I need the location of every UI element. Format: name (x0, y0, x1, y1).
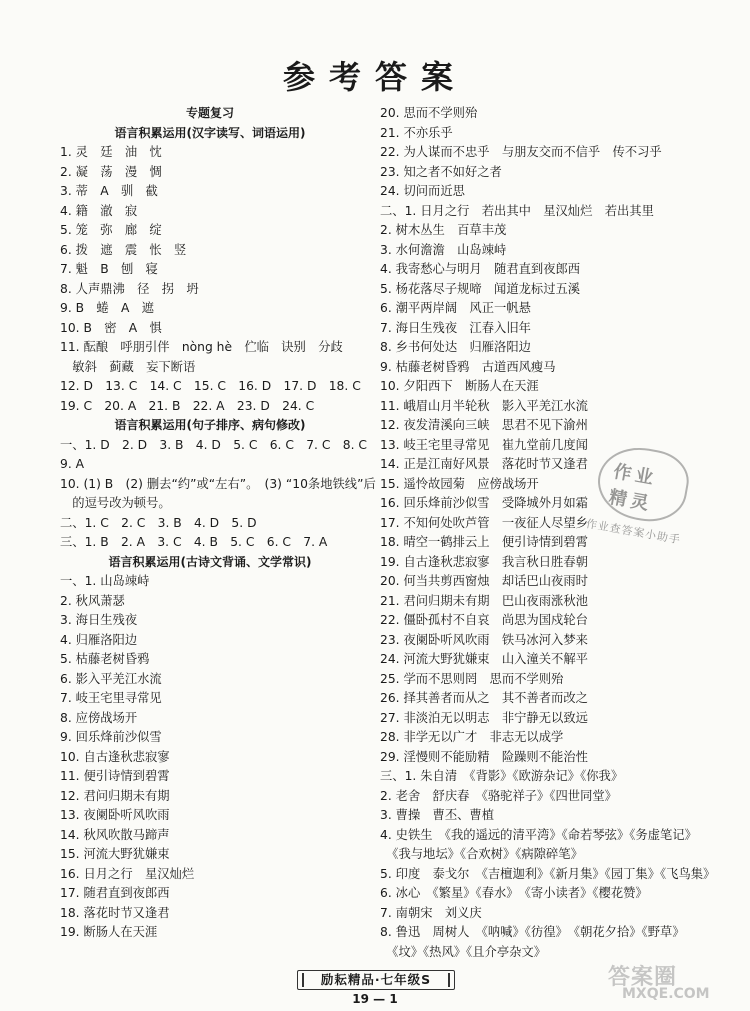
answer-line: 5. 笼 弥 廊 绽 (60, 223, 162, 237)
answer-line: 23. 夜阑卧听风吹雨 铁马冰河入梦来 (380, 632, 588, 647)
answer-line: 敏斜 蓟藏 妄下断语 (60, 359, 196, 374)
answer-line: 14. 秋风吹散马蹄声 (60, 827, 170, 842)
answer-line: 10. 夕阳西下 断肠人在天涯 (380, 379, 539, 393)
answer-line: 一、1. 山岛竦峙 (60, 574, 150, 588)
section-heading: 语言积累运用(汉字读写、词语运用) (114, 125, 306, 140)
answer-line: 27. 非淡泊无以明志 非宁静无以致远 (380, 710, 588, 725)
stamp-logo (575, 431, 704, 568)
answer-line: 5. 枯藤老树昏鸦 (60, 652, 150, 666)
series-badge: 励耘精品·七年级S (297, 970, 455, 990)
answer-line: 2. 凝 荡 漫 惆 (60, 164, 162, 179)
answer-line: 10. (1) B (2) 删去“约”或“左右”。 (3) “10条地铁线”后 (60, 476, 376, 491)
answer-line: 5. 杨花落尽子规啼 闻道龙标过五溪 (380, 281, 581, 296)
answer-line: 7. 海日生残夜 江春入旧年 (380, 320, 531, 335)
answer-line: 19. C 20. A 21. B 22. A 23. D 24. C (60, 398, 315, 413)
answer-line: 12. D 13. C 14. C 15. C 16. D 17. D 18. C (60, 379, 361, 393)
answer-line: 二、1. 日月之行 若出其中 星汉灿烂 若出其里 (380, 203, 654, 218)
answer-line: 2. 老舍 舒庆春 《骆驼祥子》《四世同堂》 (380, 788, 617, 803)
answer-line: 4. 史铁生 《我的遥远的清平湾》《命若琴弦》《务虚笔记》 (380, 827, 697, 842)
answer-line: 17. 不知何处吹芦管 一夜征人尽望乡 (380, 515, 588, 530)
answer-line: 13. 夜阑卧听风吹雨 (60, 808, 170, 822)
answer-line: 4. 籍 澈 寂 (60, 203, 138, 218)
answer-line: 2. 秋风萧瑟 (60, 593, 125, 608)
answer-line: 二、1. C 2. C 3. B 4. D 5. D (60, 515, 257, 530)
answer-line: 的逗号改为顿号。 (60, 496, 171, 510)
answer-line: 11. 便引诗情到碧霄 (60, 769, 170, 783)
answer-line: 三、1. 朱自清 《背影》《欧游杂记》《你我》 (380, 769, 624, 783)
stamp-text-3: 作业查答案小助手 (584, 517, 682, 547)
answer-line: 13. 岐王宅里寻常见 崔九堂前几度闻 (380, 437, 588, 452)
stamp-text-2: 精灵 (607, 486, 655, 516)
answer-line: 21. 君问归期未有期 巴山夜雨涨秋池 (380, 593, 588, 608)
answer-line: 6. 冰心 《繁星》《春水》 《寄小读者》《樱花赞》 (380, 886, 648, 900)
answer-line: 《坟》《热风》《且介亭杂文》 (380, 944, 547, 959)
answer-line: 16. 日月之行 星汉灿烂 (60, 866, 195, 881)
answer-line: 6. 拨 遮 震 怅 竖 (60, 242, 187, 257)
answer-line: 12. 君问归期未有期 (60, 788, 170, 803)
answer-line: 18. 落花时节又逢君 (60, 905, 170, 920)
answer-line: 10. B 密 A 惧 (60, 320, 162, 335)
answer-line: 《我与地坛》《合欢树》《病隙碎笔》 (380, 847, 583, 861)
answer-line: 19. 断肠人在天涯 (60, 925, 158, 939)
answer-line: 7. 岐王宅里寻常见 (60, 691, 162, 705)
answer-line: 3. 蒂 A 驯 截 (60, 184, 158, 198)
answer-line: 14. 正是江南好风景 落花时节又逢君 (380, 457, 588, 471)
answer-line: 23. 知之者不如好之者 (380, 164, 502, 179)
answer-line: 4. 我寄愁心与明月 随君直到夜郎西 (380, 262, 581, 276)
left-column (60, 104, 376, 943)
answer-line: 19. 自古逢秋悲寂寥 我言秋日胜春朝 (380, 554, 588, 569)
answer-line: 17. 随君直到夜郎西 (60, 886, 170, 900)
answer-line: 三、1. B 2. A 3. C 4. B 5. C 6. C 7. A (60, 535, 328, 549)
answer-line: 5. 印度 泰戈尔 《吉檀迦利》《新月集》《园丁集》《飞鸟集》 (380, 866, 716, 881)
answer-line: 29. 淫慢则不能励精 险躁则不能治性 (380, 749, 588, 764)
answer-line: 24. 河流大野犹嫌束 山入潼关不解平 (380, 652, 588, 666)
answer-line: 3. 海日生残夜 (60, 613, 138, 627)
stamp-text-1: 作业 (611, 461, 659, 490)
answer-line: 20. 何当共剪西窗烛 却话巴山夜雨时 (380, 574, 588, 588)
answer-line: 12. 夜发清溪向三峡 思君不见下渝州 (380, 418, 588, 432)
answer-line: 6. 潮平两岸阔 风正一帆悬 (380, 301, 531, 315)
answer-line: 4. 归雁洛阳边 (60, 632, 138, 647)
answer-line: 3. 曹操 曹丕、曹植 (380, 808, 495, 822)
answer-line: 15. 河流大野犹嫌束 (60, 847, 170, 861)
page-number: 19 — 1 (352, 992, 398, 1006)
answer-line: 22. 为人谋而不忠乎 与朋友交而不信乎 传不习乎 (380, 145, 662, 159)
answer-line: 9. A (60, 457, 85, 471)
answer-line: 1. 灵 廷 油 忱 (60, 145, 162, 159)
answer-line: 26. 择其善者而从之 其不善者而改之 (380, 691, 588, 705)
answer-line: 8. 应傍战场开 (60, 710, 138, 725)
answer-line: 一、1. D 2. D 3. B 4. D 5. C 6. C 7. C 8. C (60, 437, 367, 452)
answer-line: 2. 树木丛生 百草丰茂 (380, 223, 507, 237)
watermark-url: MXQE.COM (622, 986, 710, 1002)
answer-line: 25. 学而不思则罔 思而不学则殆 (380, 671, 564, 686)
section-heading: 专题复习 (185, 106, 234, 120)
section-heading: 语言积累运用(古诗文背诵、文学常识) (108, 554, 312, 569)
page-title: 参考答案 (282, 58, 467, 96)
answer-line: 24. 切问而近思 (380, 184, 465, 198)
answer-line: 9. 回乐烽前沙似雪 (60, 730, 162, 744)
answer-line: 6. 影入平羌江水流 (60, 671, 162, 686)
watermark-logo: 答案圈 (608, 965, 678, 990)
answer-line: 8. 鲁迅 周树人 《呐喊》《彷徨》 《朝花夕拾》《野草》 (380, 925, 685, 939)
answer-line: 8. 乡书何处达 归雁洛阳边 (380, 340, 531, 354)
answer-line: 16. 回乐烽前沙似雪 受降城外月如霜 (380, 496, 588, 510)
answer-line: 22. 僵卧孤村不自哀 尚思为国戍轮台 (380, 613, 588, 627)
answer-line: 10. 自古逢秋悲寂寥 (60, 749, 170, 764)
answer-line: 11. 峨眉山月半轮秋 影入平羌江水流 (380, 398, 588, 413)
answer-line: 8. 人声鼎沸 径 拐 坍 (60, 281, 199, 296)
answer-line: 11. 酝酿 呼朋引伴 nòng hè 伫临 诀别 分歧 (60, 340, 343, 354)
answer-line: 9. 枯藤老树昏鸦 古道西风瘦马 (380, 359, 556, 374)
answer-line: 9. B 蜷 A 遮 (60, 301, 154, 315)
answer-line: 20. 思而不学则殆 (380, 106, 478, 120)
section-heading: 语言积累运用(句子排序、病句修改) (114, 418, 306, 432)
answer-line: 28. 非学无以广才 非志无以成学 (380, 730, 564, 744)
answer-line: 3. 水何澹澹 山岛竦峙 (380, 242, 507, 257)
answer-line: 18. 晴空一鹤排云上 便引诗情到碧霄 (380, 535, 588, 549)
answer-line: 7. 南朝宋 刘义庆 (380, 905, 482, 920)
answer-line: 7. 魁 B 刨 寝 (60, 262, 158, 276)
answer-line: 15. 遥怜故园菊 应傍战场开 (380, 476, 539, 491)
answer-line: 21. 不亦乐乎 (380, 125, 453, 140)
